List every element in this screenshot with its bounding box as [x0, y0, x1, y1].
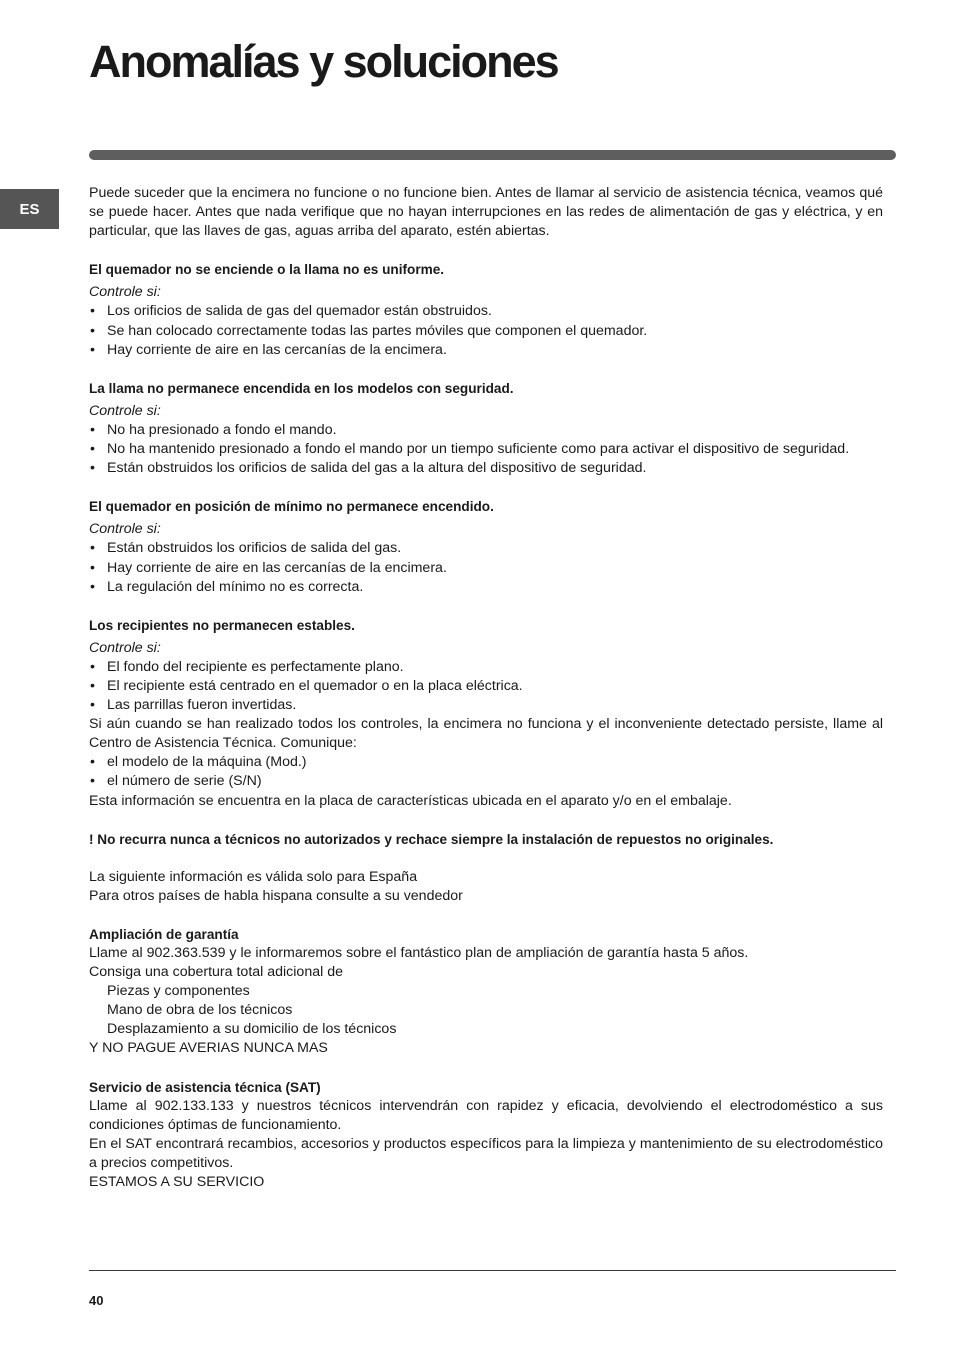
report-list — [89, 753, 883, 791]
list-item: • El recipiente está centrado en el quemador o en la placa eléctrica. — [89, 677, 883, 696]
warning-block — [89, 830, 883, 849]
sat-closing: ESTAMOS A SU SERVICIO — [89, 1174, 265, 1191]
language-tab: ES — [0, 189, 59, 229]
list-item: • el modelo de la máquina (Mod.) — [89, 753, 883, 772]
section-heading: El quemador en posición de mínimo no permanece encendido. — [89, 499, 494, 515]
list-item: Piezas y componentes — [107, 983, 250, 1000]
list-item: • Se han colocado correctamente todas las partes móviles que componen el quemador. — [89, 322, 883, 341]
list-item: Desplazamiento a su domicilio de los técnicos — [107, 1021, 397, 1038]
section-containers-unstable — [89, 616, 883, 811]
list-item: • El fondo del recipiente es perfectamente plano. — [89, 658, 883, 677]
check-list — [89, 658, 883, 715]
list-item: • Están obstruidos los orificios de salida del gas. — [89, 539, 883, 558]
warning-text: ! No recurra nunca a técnicos no autorizados y rechace siempre la instalación de repuestos no originales. — [89, 831, 774, 847]
spain-info-line: La siguiente información es válida solo para España — [89, 868, 418, 885]
list-item: • Las parrillas fueron invertidas. — [89, 696, 883, 715]
spain-info — [89, 868, 883, 906]
spain-info-line: Para otros países de habla hispana consulte a su vendedor — [89, 887, 463, 904]
section-heading: El quemador no se enciende o la llama no es uniforme. — [89, 262, 445, 278]
sat-paragraph: En el SAT encontrará recambios, accesorios y productos específicos para la limpieza y mantenimiento de su electrodoméstico a precios competitivos. — [89, 1135, 883, 1171]
page-number: 40 — [89, 1293, 104, 1308]
section-flame-not-staying-lit — [89, 379, 883, 478]
coverage-list — [89, 982, 883, 1039]
list-item: • No ha mantenido presionado a fondo el mando por un tiempo suficiente como para activar el dispositivo de seguridad. — [89, 440, 883, 459]
check-list — [89, 539, 883, 596]
check-label: Controle si: — [89, 402, 161, 419]
list-item: • No ha presionado a fondo el mando. — [89, 421, 883, 440]
check-list — [89, 302, 883, 359]
section-heading: Ampliación de garantía — [89, 926, 239, 942]
plate-note: Esta información se encuentra en la placa de características ubicada en el aparato y/o en el embalaje. — [89, 792, 732, 809]
check-label: Controle si: — [89, 521, 161, 538]
check-label: Controle si: — [89, 639, 161, 656]
warranty-section — [89, 925, 883, 1059]
list-item: • Hay corriente de aire en las cercanías de la encimera. — [89, 559, 883, 578]
page-title: Anomalías y soluciones — [89, 36, 558, 87]
title-divider-bar — [89, 150, 896, 160]
section-heading: La llama no permanece encendida en los modelos con seguridad. — [89, 380, 514, 396]
document-body — [89, 184, 883, 1192]
section-burner-not-igniting — [89, 260, 883, 359]
check-list — [89, 421, 883, 478]
persist-paragraph: Si aún cuando se han realizado todos los controles, la encimera no funciona y el inconveniente detectado persiste, llame al Centro de Asistencia Técnica. Comunique: — [89, 716, 883, 752]
intro-paragraph: Puede suceder que la encimera no funcione o no funcione bien. Antes de llamar al servicio de asistencia técnica, veamos qué se puede hacer. Antes que nada verifique que no hayan interrupciones en las redes de alimentación de gas y eléctrica, y en particular, que las llaves de gas, aguas arriba del aparato, estén abiertas. — [89, 185, 883, 240]
list-item: • Están obstruidos los orificios de salida del gas a la altura del dispositivo de seguridad. — [89, 459, 883, 478]
warranty-line: Consiga una cobertura total adicional de — [89, 964, 343, 981]
list-item: • el número de serie (S/N) — [89, 772, 883, 791]
warranty-line: Llame al 902.363.539 y le informaremos sobre el fantástico plan de ampliación de garantía hasta 5 años. — [89, 945, 749, 961]
check-label: Controle si: — [89, 284, 161, 301]
sat-section — [89, 1078, 883, 1193]
list-item: • Los orificios de salida de gas del quemador están obstruidos. — [89, 302, 883, 321]
section-heading: Servicio de asistencia técnica (SAT) — [89, 1079, 321, 1095]
footer-divider — [89, 1270, 896, 1271]
sat-paragraph: Llame al 902.133.133 y nuestros técnicos intervendrán con rapidez y eficacia, devolviendo el electrodoméstico a sus condiciones óptimas de funcionamiento. — [89, 1097, 883, 1133]
list-item: • La regulación del mínimo no es correcta. — [89, 578, 883, 597]
section-minimum-position — [89, 497, 883, 596]
list-item: Mano de obra de los técnicos — [107, 1002, 293, 1019]
warranty-closing: Y NO PAGUE AVERIAS NUNCA MAS — [89, 1040, 328, 1057]
list-item: • Hay corriente de aire en las cercanías de la encimera. — [89, 341, 883, 360]
section-heading: Los recipientes no permanecen estables. — [89, 617, 355, 633]
